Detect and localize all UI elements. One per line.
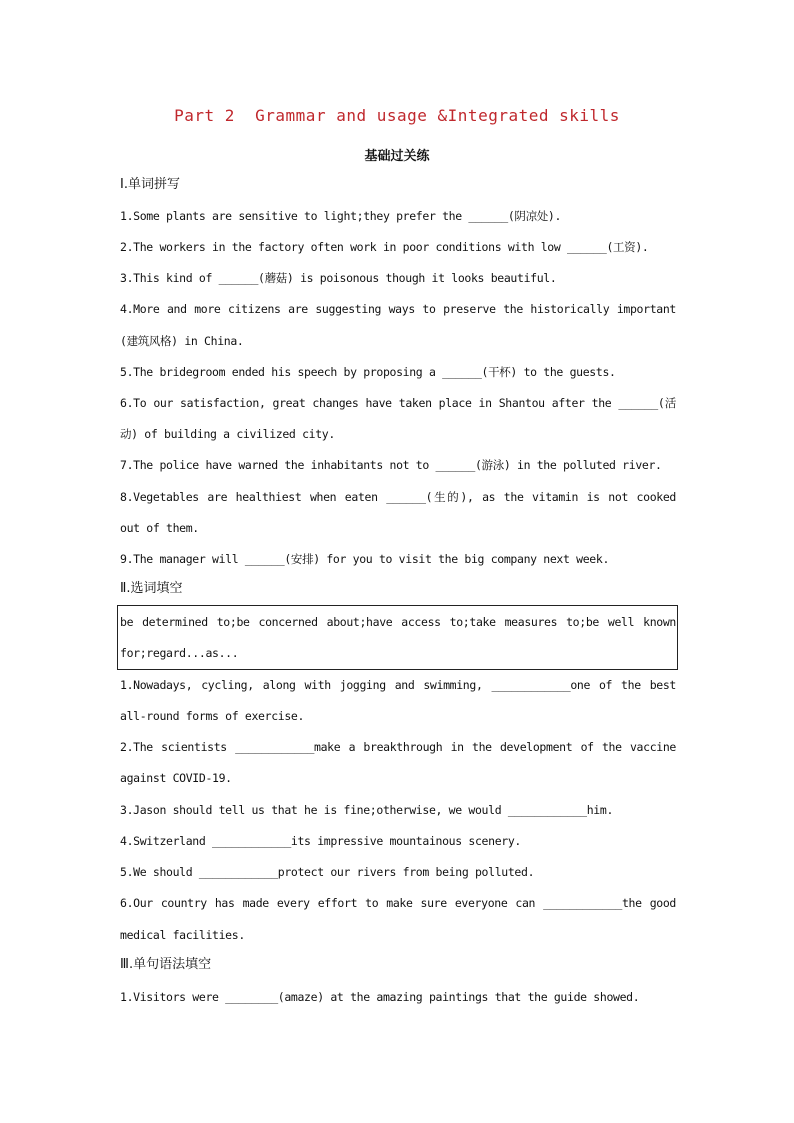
question-line: 3.Jason should tell us that he is fine;otherwise, we would ____________him. — [120, 803, 614, 817]
question-line: 6.Our country has made every effort to make sure everyone can ____________the good — [120, 896, 676, 910]
question-line: 6.To our satisfaction, great changes have taken place in Shantou after the ______(活 — [120, 396, 676, 410]
word-bank-line: be determined to;be concerned about;have access to;take measures to;be well known — [120, 615, 676, 629]
question-line: 5.The bridegroom ended his speech by proposing a ______(干杯) to the guests. — [120, 365, 616, 379]
question-line: out of them. — [120, 521, 199, 535]
question-line: 1.Some plants are sensitive to light;they prefer the ______(阴凉处). — [120, 209, 562, 223]
question-line: medical facilities. — [120, 928, 245, 942]
question-line: 4.More and more citizens are suggesting ways to preserve the historically important — [120, 302, 676, 316]
section-3-heading: Ⅲ.单句语法填空 — [120, 957, 212, 972]
question-line: 7.The police have warned the inhabitants not to ______(游泳) in the polluted river. — [120, 458, 662, 472]
word-bank-line: for;regard...as... — [120, 646, 239, 660]
question-line: 2.The workers in the factory often work in poor conditions with low ______(工资). — [120, 240, 649, 254]
question-line: 1.Nowadays, cycling, along with jogging and swimming, ____________one of the best — [120, 678, 676, 692]
question-line: (建筑风格) in China. — [120, 334, 244, 348]
section-1-heading: Ⅰ.单词拼写 — [120, 177, 180, 192]
question-line: against COVID-19. — [120, 771, 232, 785]
section-subtitle: 基础过关练 — [364, 149, 430, 164]
question-line: 2.The scientists ____________make a breakthrough in the development of the vaccine — [120, 740, 676, 754]
question-line: 4.Switzerland ____________its impressive mountainous scenery. — [120, 834, 521, 848]
question-line: 8.Vegetables are healthiest when eaten ______(生的), as the vitamin is not cooked — [120, 490, 676, 504]
question-line: 3.This kind of ______(蘑菇) is poisonous though it looks beautiful. — [120, 271, 557, 285]
question-line: 5.We should ____________protect our rivers from being polluted. — [120, 865, 535, 879]
question-line: 动) of building a civilized city. — [120, 427, 335, 441]
question-line: 9.The manager will ______(安排) for you to visit the big company next week. — [120, 552, 610, 566]
section-2-heading: Ⅱ.选词填空 — [120, 581, 183, 596]
question-line: all-round forms of exercise. — [120, 709, 305, 723]
page-title: Part 2 Grammar and usage &Integrated skills — [174, 106, 620, 125]
question-line: 1.Visitors were ________(amaze) at the amazing paintings that the guide showed. — [120, 990, 640, 1004]
